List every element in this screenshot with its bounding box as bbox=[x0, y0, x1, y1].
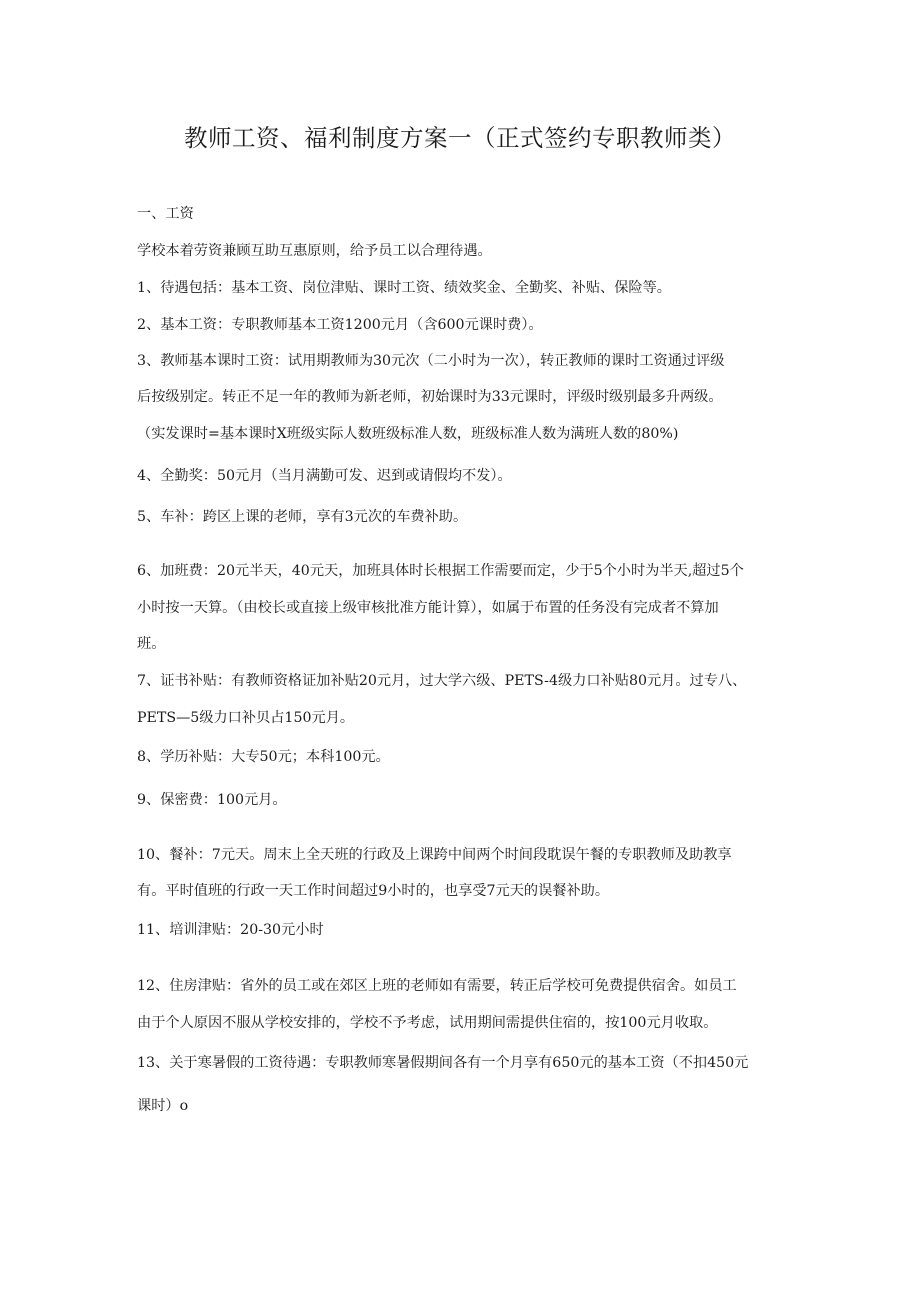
item-7-certificate-line-1: 7、证书补贴：有教师资格证加补贴20元月，过大学六级、PETS-4级力口补贴80元月。过专八、 bbox=[137, 673, 747, 689]
item-2-base-salary: 2、基本工资：专职教师基本工资1200元月（含600元课时费）。 bbox=[137, 317, 543, 333]
item-1-benefits: 1、待遇包括：基本工资、岗位津贴、课时工资、绩效奖金、全勤奖、补贴、保险等。 bbox=[137, 280, 671, 296]
item-10-meal-allowance-line-2: 有。平时值班的行政一天工作时间超过9小时的，也享受7元天的误餐补助。 bbox=[137, 883, 610, 899]
item-12-housing-line-1: 12、住房津贴：省外的员工或在郊区上班的老师如有需要，转正后学校可免费提供宿舍。如员工 bbox=[137, 978, 737, 994]
item-6-overtime-line-2: 小时按一天算。（由校长或直接上级审核批准方能计算），如属于布置的任务没有完成者不算加 bbox=[137, 600, 719, 616]
item-13-vacation-pay-line-2: 课时）o bbox=[137, 1098, 189, 1114]
item-3-class-wage-formula: （实发课时=基本课时X班级实际人数班级标准人数，班级标准人数为满班人数的80%) bbox=[137, 426, 679, 442]
item-4-attendance-bonus: 4、全勤奖：50元月（当月满勤可发、迟到或请假均不发）。 bbox=[137, 468, 512, 484]
item-3-class-wage-line-2: 后按级别定。转正不足一年的教师为新老师，初始课时为33元课时，评级时级别最多升两级。 bbox=[137, 389, 723, 405]
item-7-certificate-line-2: PETS—5级力口补贝占150元月。 bbox=[137, 710, 355, 726]
item-13-vacation-pay-line-1: 13、关于寒暑假的工资待遇：专职教师寒暑假期间各有一个月享有650元的基本工资（不扣450元 bbox=[137, 1055, 749, 1071]
item-3-class-wage-line-1: 3、教师基本课时工资：试用期教师为30元次（二小时为一次），转正教师的课时工资通过评级 bbox=[137, 353, 725, 369]
item-10-meal-allowance-line-1: 10、餐补：7元天。周末上全天班的行政及上课跨中间两个时间段耽误午餐的专职教师及助教享 bbox=[137, 847, 732, 863]
item-9-confidentiality-fee: 9、保密费：100元月。 bbox=[137, 792, 287, 808]
section-heading-wages: 一、工资 bbox=[137, 206, 194, 222]
item-6-overtime-line-3: 班。 bbox=[137, 636, 166, 652]
item-6-overtime-line-1: 6、加班费：20元半天，40元天，加班具体时长根据工作需要而定，少于5个小时为半天,超过5个 bbox=[137, 563, 744, 579]
document-title: 教师工资、福利制度方案一（正式签约专职教师类） bbox=[184, 124, 736, 152]
item-5-transport-allowance: 5、车补：跨区上课的老师，享有3元次的车费补助。 bbox=[137, 509, 468, 525]
intro-line: 学校本着劳资兼顾互助互惠原则，给予员工以合理待遇。 bbox=[137, 243, 492, 259]
item-11-training-allowance: 11、培训津贴：20-30元小时 bbox=[137, 922, 324, 938]
item-12-housing-line-2: 由于个人原因不服从学校安排的，学校不予考虑，试用期间需提供住宿的，按100元月收取。 bbox=[137, 1015, 718, 1031]
item-8-education-allowance: 8、学历补贴：大专50元；本科100元。 bbox=[137, 749, 390, 765]
